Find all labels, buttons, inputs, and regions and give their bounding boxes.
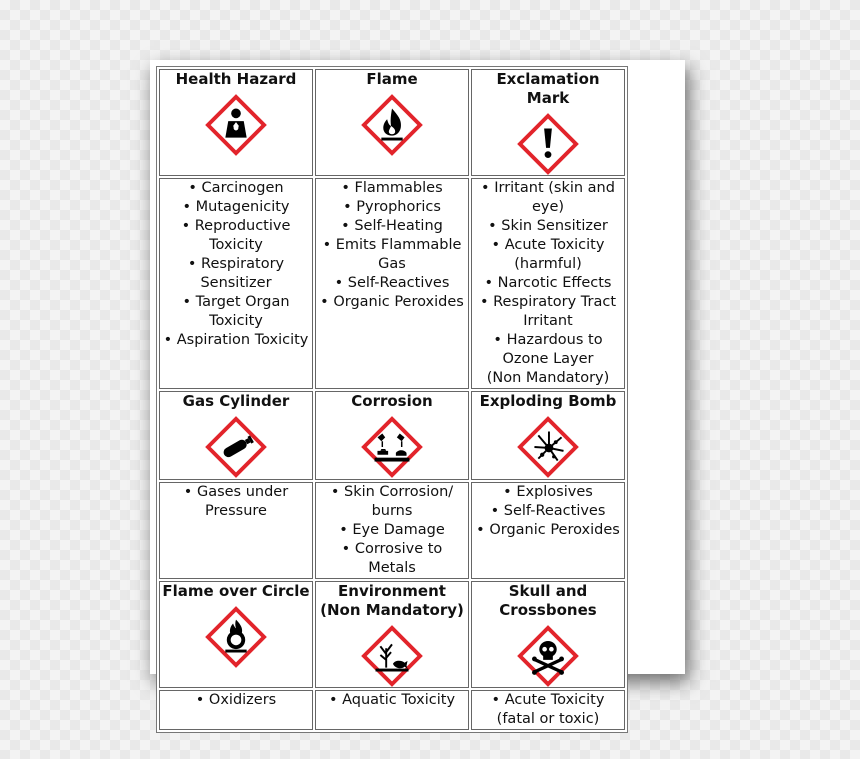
cell-health-hazard-header	[159, 69, 313, 176]
exploding-bomb-title: Exploding Bomb	[479, 392, 617, 410]
environment-icon	[361, 625, 423, 687]
cell-flame-header	[315, 69, 469, 176]
list-item: • Gases under Pressure	[183, 484, 289, 519]
skull-and-crossbones-icon	[517, 625, 579, 687]
list-item: • Skin Corrosion/ burns	[330, 484, 454, 519]
cell-environment-header	[315, 581, 469, 688]
pictogram-header-row	[159, 69, 625, 176]
list-item: • Irritant (skin and eye)	[481, 180, 615, 215]
pictogram-header-row	[159, 581, 625, 688]
list-item: • Narcotic Effects	[484, 275, 612, 291]
list-item: • Aquatic Toxicity	[328, 692, 456, 708]
cell-environment-list	[315, 690, 469, 730]
hazard-list-row	[159, 482, 625, 579]
list-item: • Aspiration Toxicity	[163, 332, 309, 348]
cell-gas-cylinder-header	[159, 391, 313, 480]
cell-exploding-bomb-list	[471, 482, 625, 579]
hazard-list-row	[159, 690, 625, 730]
cell-gas-cylinder-list	[159, 482, 313, 579]
exclamation-mark-title: Exclamation Mark	[496, 70, 600, 107]
cell-corrosion-list	[315, 482, 469, 579]
list-item: • Eye Damage	[339, 522, 445, 538]
hazard-list-row	[159, 178, 625, 389]
list-item: • Target Organ Toxicity	[182, 294, 290, 329]
list-item: • Organic Peroxides	[476, 522, 620, 538]
cell-exploding-bomb-header	[471, 391, 625, 480]
gas-cylinder-title: Gas Cylinder	[182, 392, 290, 410]
corrosion-icon	[361, 416, 423, 478]
list-item: • Acute Toxicity (harmful)	[491, 237, 605, 272]
cell-skull-and-crossbones-list	[471, 690, 625, 730]
cell-corrosion-header	[315, 391, 469, 480]
list-item: • Mutagenicity	[182, 199, 290, 215]
list-item: • Self-Reactives	[490, 503, 606, 519]
flame-icon	[361, 94, 423, 156]
environment-title: Environment (Non Mandatory)	[320, 582, 464, 619]
cell-exclamation-mark-list	[471, 178, 625, 389]
list-item: • Carcinogen	[188, 180, 284, 196]
exclamation-mark-icon	[517, 113, 579, 175]
list-item: • Self-Heating	[341, 218, 443, 234]
health-hazard-title: Health Hazard	[175, 70, 297, 88]
gas-cylinder-icon	[205, 416, 267, 478]
list-item: • Flammables	[341, 180, 443, 196]
health-hazard-icon	[205, 94, 267, 156]
cell-flame-over-circle-list	[159, 690, 313, 730]
ghs-pictogram-card	[150, 60, 685, 727]
flame-over-circle-icon	[205, 606, 267, 668]
skull-and-crossbones-title: Skull and Crossbones	[499, 582, 597, 619]
list-item: • Skin Sensitizer	[488, 218, 608, 234]
list-item: • Acute Toxicity (fatal or toxic)	[491, 692, 605, 727]
exploding-bomb-icon	[517, 416, 579, 478]
cell-exclamation-mark-header	[471, 69, 625, 176]
list-item: • Reproductive Toxicity	[181, 218, 291, 253]
ghs-pictogram-table	[156, 66, 628, 733]
list-item: • Respiratory Tract Irritant	[479, 294, 617, 329]
list-item: • Respiratory Sensitizer	[187, 256, 285, 291]
cell-flame-list	[315, 178, 469, 389]
cell-skull-and-crossbones-header	[471, 581, 625, 688]
corrosion-title: Corrosion	[351, 392, 433, 410]
list-item: • Oxidizers	[195, 692, 277, 708]
list-item: • Emits Flammable Gas	[322, 237, 462, 272]
list-item: • Organic Peroxides	[320, 294, 464, 310]
pictogram-header-row	[159, 391, 625, 480]
list-item: • Self-Reactives	[334, 275, 450, 291]
list-item: • Explosives	[503, 484, 593, 500]
cell-health-hazard-list	[159, 178, 313, 389]
cell-flame-over-circle-header	[159, 581, 313, 688]
list-item: • Corrosive to Metals	[341, 541, 443, 576]
list-item: (Non Mandatory)	[486, 370, 610, 386]
flame-over-circle-title: Flame over Circle	[162, 582, 310, 600]
flame-title: Flame	[366, 70, 418, 88]
list-item: • Hazardous to Ozone Layer	[493, 332, 603, 367]
list-item: • Pyrophorics	[343, 199, 441, 215]
